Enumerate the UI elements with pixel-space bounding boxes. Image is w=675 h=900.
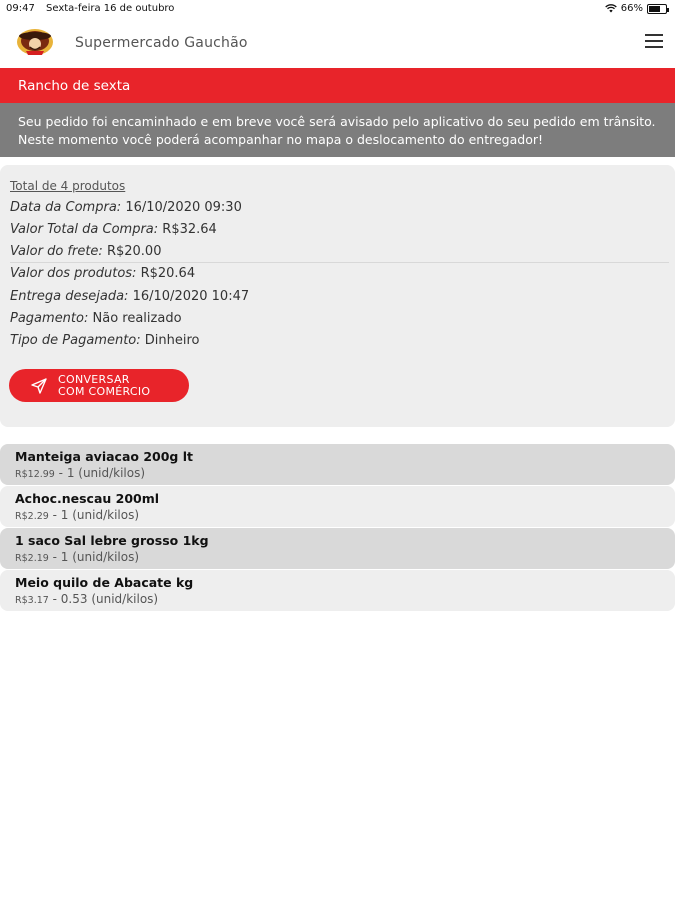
- detail-total-value: Valor Total da Compra: R$32.64: [10, 222, 217, 237]
- product-price-qty: R$3.17 - 0.53 (unid/kilos): [15, 592, 159, 606]
- app-header: [0, 18, 675, 68]
- gaucho-logo: [16, 27, 54, 57]
- product-price-qty: R$2.29 - 1 (unid/kilos): [15, 508, 140, 522]
- order-details-card: [0, 165, 675, 427]
- product-name: Achoc.nescau 200ml: [15, 491, 160, 506]
- battery-icon: [647, 4, 667, 14]
- detail-payment-type: Tipo de Pagamento: Dinheiro: [10, 333, 200, 348]
- status-time: 09:47: [6, 3, 35, 14]
- order-title-banner: [0, 68, 675, 103]
- send-icon: [31, 378, 47, 394]
- details-divider: [10, 262, 669, 263]
- battery-percent: 66%: [620, 3, 643, 14]
- chat-with-store-button[interactable]: [9, 369, 189, 402]
- chat-button-label: CONVERSAR COM COMÉRCIO: [58, 373, 151, 398]
- detail-purchase-date: Data da Compra: 16/10/2020 09:30: [10, 200, 242, 215]
- detail-shipping-value: Valor do frete: R$20.00: [10, 244, 162, 259]
- product-item[interactable]: [0, 528, 675, 569]
- status-bar: [0, 0, 675, 18]
- hamburger-menu-icon[interactable]: [645, 34, 663, 50]
- product-name: Meio quilo de Abacate kg: [15, 575, 194, 590]
- product-item[interactable]: [0, 570, 675, 611]
- detail-delivery-date: Entrega desejada: 16/10/2020 10:47: [10, 289, 250, 304]
- status-right: [605, 3, 667, 14]
- product-price-qty: R$12.99 - 1 (unid/kilos): [15, 466, 146, 480]
- product-name: Manteiga aviacao 200g lt: [15, 449, 193, 464]
- product-name: 1 saco Sal lebre grosso 1kg: [15, 533, 209, 548]
- detail-products-value: Valor dos produtos: R$20.64: [10, 266, 196, 281]
- wifi-icon: [605, 4, 617, 13]
- product-price-qty: R$2.19 - 1 (unid/kilos): [15, 550, 140, 564]
- product-item[interactable]: [0, 486, 675, 527]
- order-status-message: [0, 103, 675, 157]
- total-products-link[interactable]: Total de 4 produtos: [10, 179, 126, 193]
- order-title: Rancho de sexta: [18, 78, 131, 94]
- product-item[interactable]: [0, 444, 675, 485]
- status-date: Sexta-feira 16 de outubro: [46, 3, 175, 14]
- order-status-text: Seu pedido foi encaminhado e em breve você será avisado pelo aplicativo do seu pedido em trânsito. Neste momento você poderá acompanhar no mapa o deslocamento do entregador!: [18, 114, 656, 147]
- app-title: Supermercado Gauchão: [75, 35, 248, 51]
- detail-payment-status: Pagamento: Não realizado: [10, 311, 182, 326]
